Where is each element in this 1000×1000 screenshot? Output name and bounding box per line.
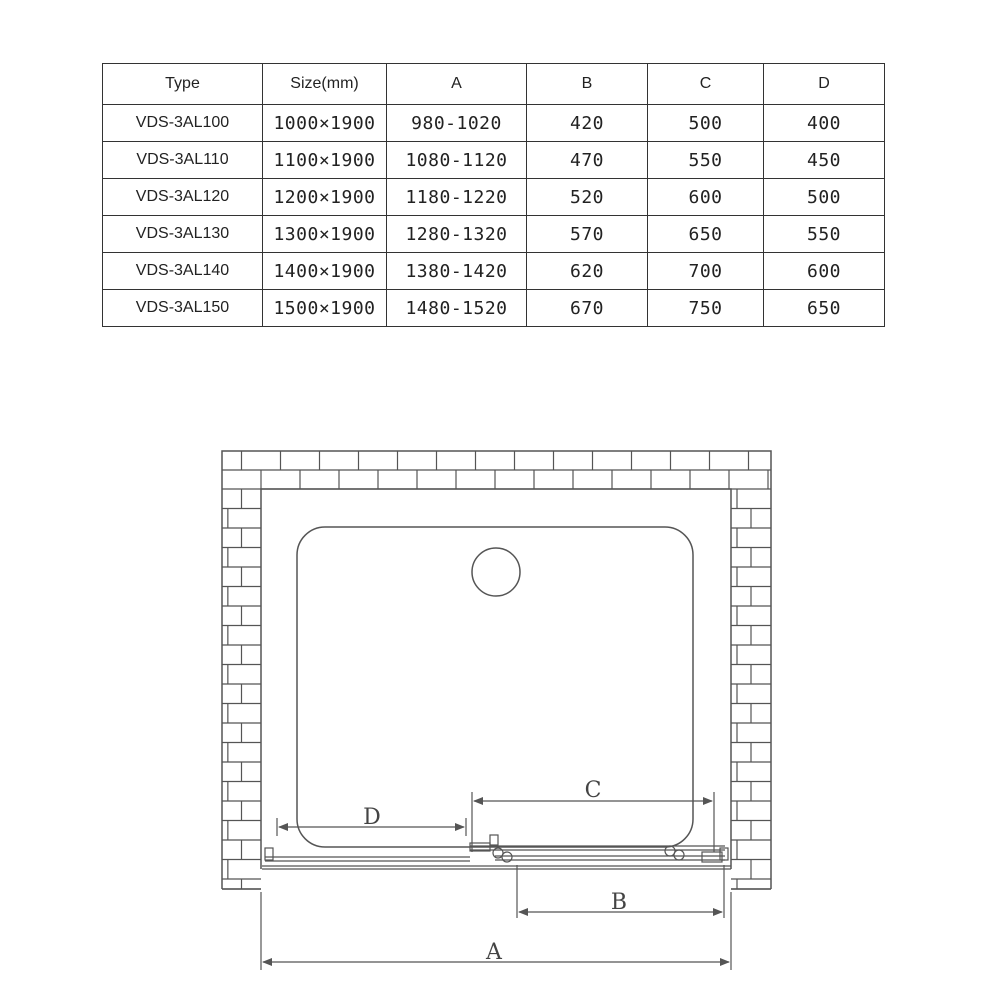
type-cell: VDS-3AL150 bbox=[103, 290, 263, 327]
size-cell: 1300×1900 bbox=[263, 216, 387, 253]
size-cell: 1200×1900 bbox=[263, 179, 387, 216]
type-cell: VDS-3AL140 bbox=[103, 253, 263, 290]
type-cell: VDS-3AL130 bbox=[103, 216, 263, 253]
dimension-label-d: D bbox=[363, 805, 381, 830]
d-cell: 500 bbox=[764, 179, 885, 216]
dimension-label-a: A bbox=[486, 940, 502, 965]
b-cell: 420 bbox=[527, 105, 648, 142]
b-cell: 570 bbox=[527, 216, 648, 253]
c-cell: 750 bbox=[648, 290, 764, 327]
drain-icon bbox=[472, 548, 520, 596]
type-cell: VDS-3AL100 bbox=[103, 105, 263, 142]
d-cell: 550 bbox=[764, 216, 885, 253]
c-cell: 600 bbox=[648, 179, 764, 216]
header-a: A bbox=[387, 64, 527, 105]
d-cell: 650 bbox=[764, 290, 885, 327]
b-cell: 670 bbox=[527, 290, 648, 327]
c-cell: 700 bbox=[648, 253, 764, 290]
c-cell: 500 bbox=[648, 105, 764, 142]
a-cell: 1480-1520 bbox=[387, 290, 527, 327]
door-fittings bbox=[265, 835, 728, 862]
size-cell: 1000×1900 bbox=[263, 105, 387, 142]
size-cell: 1500×1900 bbox=[263, 290, 387, 327]
header-b: B bbox=[527, 64, 648, 105]
wall-outline bbox=[222, 451, 771, 889]
header-c: C bbox=[648, 64, 764, 105]
size-cell: 1400×1900 bbox=[263, 253, 387, 290]
d-cell: 400 bbox=[764, 105, 885, 142]
a-cell: 1080-1120 bbox=[387, 142, 527, 179]
dimension-label-b: B bbox=[610, 890, 628, 915]
c-cell: 550 bbox=[648, 142, 764, 179]
b-cell: 520 bbox=[527, 179, 648, 216]
type-cell: VDS-3AL120 bbox=[103, 179, 263, 216]
a-cell: 1380-1420 bbox=[387, 253, 527, 290]
b-cell: 470 bbox=[527, 142, 648, 179]
header-size: Size(mm) bbox=[263, 64, 387, 105]
d-cell: 450 bbox=[764, 142, 885, 179]
type-cell: VDS-3AL110 bbox=[103, 142, 263, 179]
shower-tray bbox=[297, 527, 693, 847]
brick-walls bbox=[222, 451, 771, 889]
header-type: Type bbox=[103, 64, 263, 105]
b-cell: 620 bbox=[527, 253, 648, 290]
header-d: D bbox=[764, 64, 885, 105]
size-cell: 1100×1900 bbox=[263, 142, 387, 179]
a-cell: 1180-1220 bbox=[387, 179, 527, 216]
c-cell: 650 bbox=[648, 216, 764, 253]
dimension-label-c: C bbox=[584, 778, 602, 803]
a-cell: 980-1020 bbox=[387, 105, 527, 142]
a-cell: 1280-1320 bbox=[387, 216, 527, 253]
d-cell: 600 bbox=[764, 253, 885, 290]
